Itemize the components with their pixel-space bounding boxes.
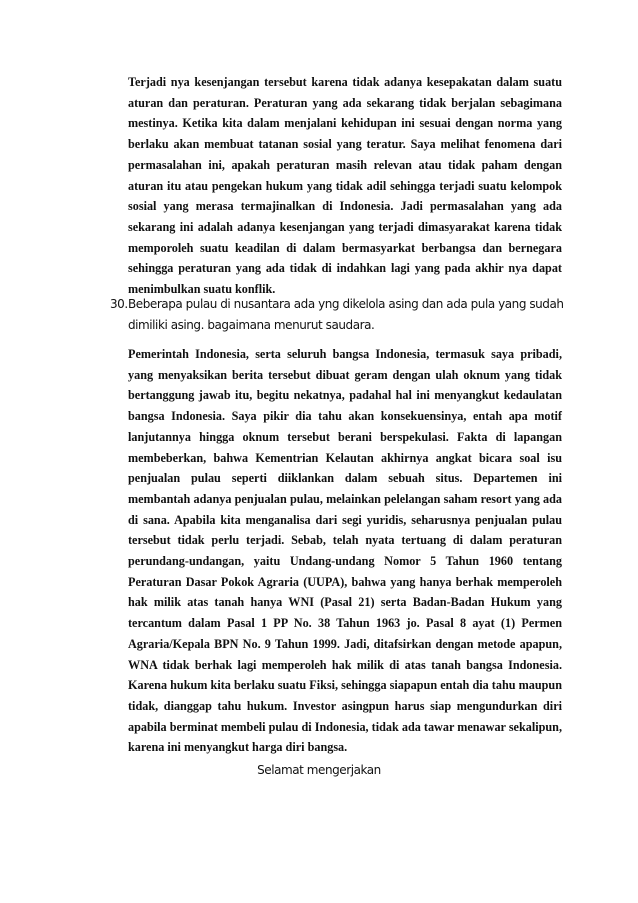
question-text-line-1: Beberapa pulau di nusantara ada yng dikelola asing dan ada pula yang sudah — [128, 297, 564, 311]
answer-paragraph-1: Terjadi nya kesenjangan tersebut karena tidak adanya kesepakatan dalam suatu aturan dan peraturan. Peraturan yang ada sekarang tidak berjalan sebagimana mestinya. Ketika kita dalam menjalani kehidupan ini sesuai dengan norma yang berlaku akan membuat tatanan sosial yang teratur. Saya melihat fenomena dari permasalahan ini, apakah peraturan masih relevan atau tidak paham dengan aturan itu atau pengekan hukum yang tidak adil sehingga terjadi suatu kelompok sosial yang merasa termajinalkan di Indonesia. Jadi permasalahan yang ada sekarang ini adalah adanya kesenjangan yang terjadi dimasyarakat karena tidak memporoleh suatu keadilan di dalam bermasyarkat berbangsa dan bernegara sehingga peraturan yang ada tidak di indahkan lagi yang pada akhir nya dapat menimbulkan suatu konflik. — [128, 75, 562, 297]
closing-text: Selamat mengerjakan — [257, 763, 381, 777]
question-30 — [110, 294, 566, 336]
answer-paragraph-2: Pemerintah Indonesia, serta seluruh bangsa Indonesia, termasuk saya pribadi, yang menyaksikan berita tersebut dibuat geram dengan ulah oknum yang tidak bertanggung jawab itu, begitu nekatnya, padahal hal ini menyangkut kedaulatan bangsa Indonesia. Saya pikir dia tahu akan konsekuensinya, entah apa motif lanjutannya hingga oknum tersebut berani berspekulasi. Fakta di lapangan membeberkan, bahwa Kementrian Kelautan akhirnya angkat bicara soal isu penjualan pulau seperti diiklankan dalam sebuah situs. Departemen ini membantah adanya penjualan pulau, melainkan pelelangan saham resort yang ada di sana. Apabila kita menganalisa dari segi yuridis, seharusnya penjualan pulau tersebut tidak perlu terjadi. Sebab, telah nyata tertuang di dalam peraturan perundang-undangan, yaitu Undang-undang Nomor 5 Tahun 1960 tentang Peraturan Dasar Pokok Agraria (UUPA), bahwa yang hanya berhak memperoleh hak milik atas tanah hanya WNI (Pasal 21) serta Badan-Badan Hukum yang tercantum dalam Pasal 1 PP No. 38 Tahun 1963 jo. Pasal 8 ayat (1) Permen Agraria/Kepala BPN No. 9 Tahun 1999. Jadi, ditafsirkan dengan metode apapun, WNA tidak berhak lagi memperoleh hak milik di atas tanah bangsa Indonesia. Karena hukum kita berlaku suatu Fiksi, sehingga siapapun entah dia tahu maupun tidak, dianggap tahu hukum. Investor asingpun harus siap mengundurkan diri apabila berminat membeli pulau di Indonesia, tidak ada tawar menawar sekalipun, karena ini menyangkut harga diri bangsa. — [128, 347, 562, 755]
question-text-line-2: dimiliki asing. bagaimana menurut saudara. — [128, 318, 375, 332]
question-number: 30. — [110, 297, 128, 311]
